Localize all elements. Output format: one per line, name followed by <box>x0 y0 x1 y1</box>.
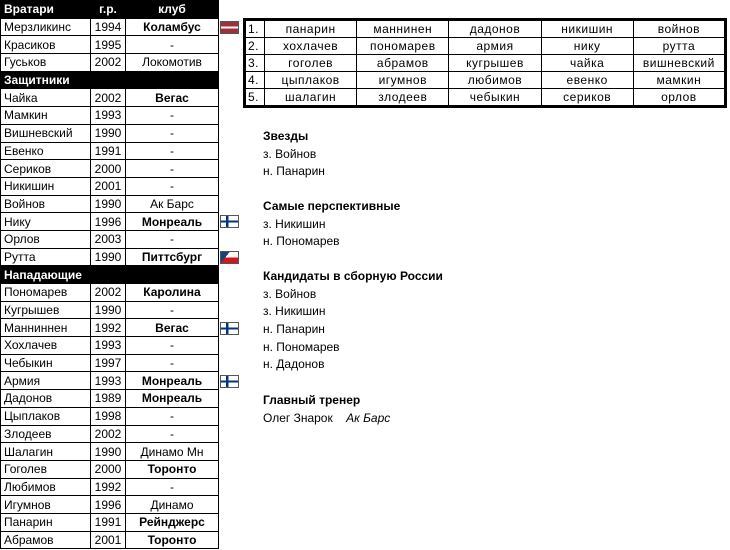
table-row <box>1 531 219 549</box>
club: Монреаль <box>126 213 219 231</box>
czech-flag-icon <box>220 251 239 264</box>
coach-title: Главный тренер <box>263 393 361 407</box>
player-name: Дадонов <box>1 390 91 408</box>
finland-flag-icon <box>220 322 239 335</box>
table-row <box>1 284 219 302</box>
line-number: 5. <box>245 89 265 107</box>
birth-year: 2001 <box>91 531 126 549</box>
birth-year: 1990 <box>91 301 126 319</box>
section-item: з. Войнов <box>263 146 317 161</box>
player-name: Хохлачев <box>1 337 91 355</box>
table-row <box>1 160 219 178</box>
table-row <box>1 107 219 125</box>
section-header-row <box>1 1 219 19</box>
birth-year: 1990 <box>91 124 126 142</box>
table-row <box>1 54 219 72</box>
line-player: шалагин <box>265 89 357 107</box>
line-player: никишин <box>541 20 633 38</box>
birth-year: 2001 <box>91 177 126 195</box>
player-name: Гоголев <box>1 460 91 478</box>
club: Динамо Мн <box>126 443 219 461</box>
line-player: евенко <box>541 72 633 89</box>
finland-flag-icon <box>220 375 239 388</box>
player-name: Игумнов <box>1 496 91 514</box>
player-name: Армия <box>1 372 91 390</box>
player-name: Нику <box>1 213 91 231</box>
section-title: Вратари <box>1 1 91 19</box>
line-player: абрамов <box>357 55 449 72</box>
club: - <box>126 177 219 195</box>
birth-year: 1989 <box>91 390 126 408</box>
notes-section <box>263 128 325 181</box>
birth-year: 1993 <box>91 107 126 125</box>
section-title: Кандидаты в сборную России <box>263 269 443 283</box>
section-header-row <box>1 71 219 89</box>
table-row <box>1 478 219 496</box>
latvia-flag-icon <box>220 21 239 34</box>
line-player: дадонов <box>449 20 541 38</box>
table-row <box>1 390 219 408</box>
section-item: з. Войнов <box>263 286 317 301</box>
birth-year: 2000 <box>91 460 126 478</box>
club: - <box>126 142 219 160</box>
player-name: Злодеев <box>1 425 91 443</box>
birth-year: 1991 <box>91 142 126 160</box>
line-player: нику <box>541 38 633 55</box>
line-player: панарин <box>265 20 357 38</box>
birth-year: 1997 <box>91 354 126 372</box>
club: Вегас <box>126 319 219 337</box>
line-player: любимов <box>449 72 541 89</box>
table-row <box>1 337 219 355</box>
birth-year: 1991 <box>91 513 126 531</box>
player-name: Мамкин <box>1 107 91 125</box>
line-player: вишневский <box>633 55 725 72</box>
birth-year: 1990 <box>91 195 126 213</box>
line-row <box>245 72 726 89</box>
birth-year: 1992 <box>91 319 126 337</box>
coach-name: Олег Знарок <box>263 410 333 425</box>
player-name: Пономарев <box>1 284 91 302</box>
birth-year: 1996 <box>91 213 126 231</box>
birth-year: 2002 <box>91 284 126 302</box>
birth-year: 1995 <box>91 36 126 54</box>
line-number: 4. <box>245 72 265 89</box>
line-player: пономарев <box>357 38 449 55</box>
line-number: 3. <box>245 55 265 72</box>
club: - <box>126 407 219 425</box>
table-row <box>1 354 219 372</box>
birth-year: 1994 <box>91 18 126 36</box>
player-name: Красиков <box>1 36 91 54</box>
line-player: рутта <box>633 38 725 55</box>
player-name: Вишневский <box>1 124 91 142</box>
club: Монреаль <box>126 390 219 408</box>
club: - <box>126 107 219 125</box>
birth-year: 1990 <box>91 248 126 266</box>
table-row <box>1 36 219 54</box>
player-name: Чебыкин <box>1 354 91 372</box>
player-name: Панарин <box>1 513 91 531</box>
section-title: Самые перспективные <box>263 199 401 213</box>
club: Питтсбург <box>126 248 219 266</box>
line-number: 1. <box>245 20 265 38</box>
table-row <box>1 460 219 478</box>
year-header: г.р. <box>91 1 126 19</box>
birth-year: 2003 <box>91 230 126 248</box>
club: - <box>126 478 219 496</box>
table-row <box>1 195 219 213</box>
club: Рейнджерс <box>126 513 219 531</box>
player-name: Чайка <box>1 89 91 107</box>
birth-year: 1996 <box>91 496 126 514</box>
player-name: Шалагин <box>1 443 91 461</box>
club: Каролина <box>126 284 219 302</box>
club: Вегас <box>126 89 219 107</box>
section-item: н. Дадонов <box>263 357 325 372</box>
club: Локомотив <box>126 54 219 72</box>
table-row <box>1 407 219 425</box>
notes-section <box>263 198 400 251</box>
line-player: хохлачев <box>265 38 357 55</box>
player-name: Цыплаков <box>1 407 91 425</box>
club: Динамо <box>126 496 219 514</box>
coach-section <box>263 392 390 427</box>
section-item: з. Никишин <box>263 216 326 231</box>
line-player: цыплаков <box>265 72 357 89</box>
section-item: н. Панарин <box>263 164 325 179</box>
table-row <box>1 513 219 531</box>
club: Ак Барс <box>126 195 219 213</box>
birth-year: 2002 <box>91 54 126 72</box>
line-player: чебыкин <box>449 89 541 107</box>
player-name: Абрамов <box>1 531 91 549</box>
player-name: Мерзликинс <box>1 18 91 36</box>
line-row <box>245 38 726 55</box>
club: - <box>126 337 219 355</box>
table-row <box>1 372 219 390</box>
line-player: мамкин <box>633 72 725 89</box>
birth-year: 2002 <box>91 425 126 443</box>
player-name: Евенко <box>1 142 91 160</box>
player-name: Любимов <box>1 478 91 496</box>
player-name: Гуськов <box>1 54 91 72</box>
line-player: маннинен <box>357 20 449 38</box>
birth-year: 1998 <box>91 407 126 425</box>
section-item: н. Панарин <box>263 322 325 337</box>
notes-section <box>263 268 443 374</box>
birth-year: 1993 <box>91 337 126 355</box>
line-number: 2. <box>245 38 265 55</box>
club: - <box>126 425 219 443</box>
section-title: Защитники <box>1 71 219 89</box>
section-item: з. Никишин <box>263 304 326 319</box>
birth-year: 2002 <box>91 89 126 107</box>
line-player: игумнов <box>357 72 449 89</box>
line-row <box>245 20 726 38</box>
table-row <box>1 496 219 514</box>
birth-year: 1993 <box>91 372 126 390</box>
player-name: Войнов <box>1 195 91 213</box>
line-player: гоголев <box>265 55 357 72</box>
table-row <box>1 142 219 160</box>
player-name: Кугрышев <box>1 301 91 319</box>
birth-year: 2000 <box>91 160 126 178</box>
roster-table <box>0 0 219 549</box>
club-header: клуб <box>126 1 219 19</box>
player-name: Никишин <box>1 177 91 195</box>
table-row <box>1 18 219 36</box>
coach-club: Ак Барс <box>346 410 391 425</box>
table-row <box>1 425 219 443</box>
club: - <box>126 230 219 248</box>
section-item: н. Пономарев <box>263 234 340 249</box>
club: - <box>126 160 219 178</box>
line-player: кугрышев <box>449 55 541 72</box>
player-name: Манниннен <box>1 319 91 337</box>
club: Монреаль <box>126 372 219 390</box>
section-title: Нападающие <box>1 266 219 284</box>
table-row <box>1 301 219 319</box>
section-item: н. Пономарев <box>263 339 340 354</box>
line-player: армия <box>449 38 541 55</box>
table-row <box>1 443 219 461</box>
table-row <box>1 248 219 266</box>
table-row <box>1 89 219 107</box>
birth-year: 1990 <box>91 443 126 461</box>
line-player: орлов <box>633 89 725 107</box>
club: Коламбус <box>126 18 219 36</box>
player-name: Орлов <box>1 230 91 248</box>
section-title: Звезды <box>263 129 309 143</box>
line-player: сериков <box>541 89 633 107</box>
line-player: чайка <box>541 55 633 72</box>
club: - <box>126 354 219 372</box>
club: Торонто <box>126 531 219 549</box>
club: - <box>126 124 219 142</box>
club: Торонто <box>126 460 219 478</box>
lines-table <box>243 18 727 108</box>
club: - <box>126 301 219 319</box>
player-name: Рутта <box>1 248 91 266</box>
line-row <box>245 89 726 107</box>
table-row <box>1 124 219 142</box>
finland-flag-icon <box>220 215 239 228</box>
birth-year: 1992 <box>91 478 126 496</box>
line-row <box>245 55 726 72</box>
section-header-row <box>1 266 219 284</box>
club: - <box>126 36 219 54</box>
table-row <box>1 213 219 231</box>
line-player: злодеев <box>357 89 449 107</box>
player-name: Сериков <box>1 160 91 178</box>
line-player: войнов <box>633 20 725 38</box>
table-row <box>1 319 219 337</box>
table-row <box>1 230 219 248</box>
table-row <box>1 177 219 195</box>
